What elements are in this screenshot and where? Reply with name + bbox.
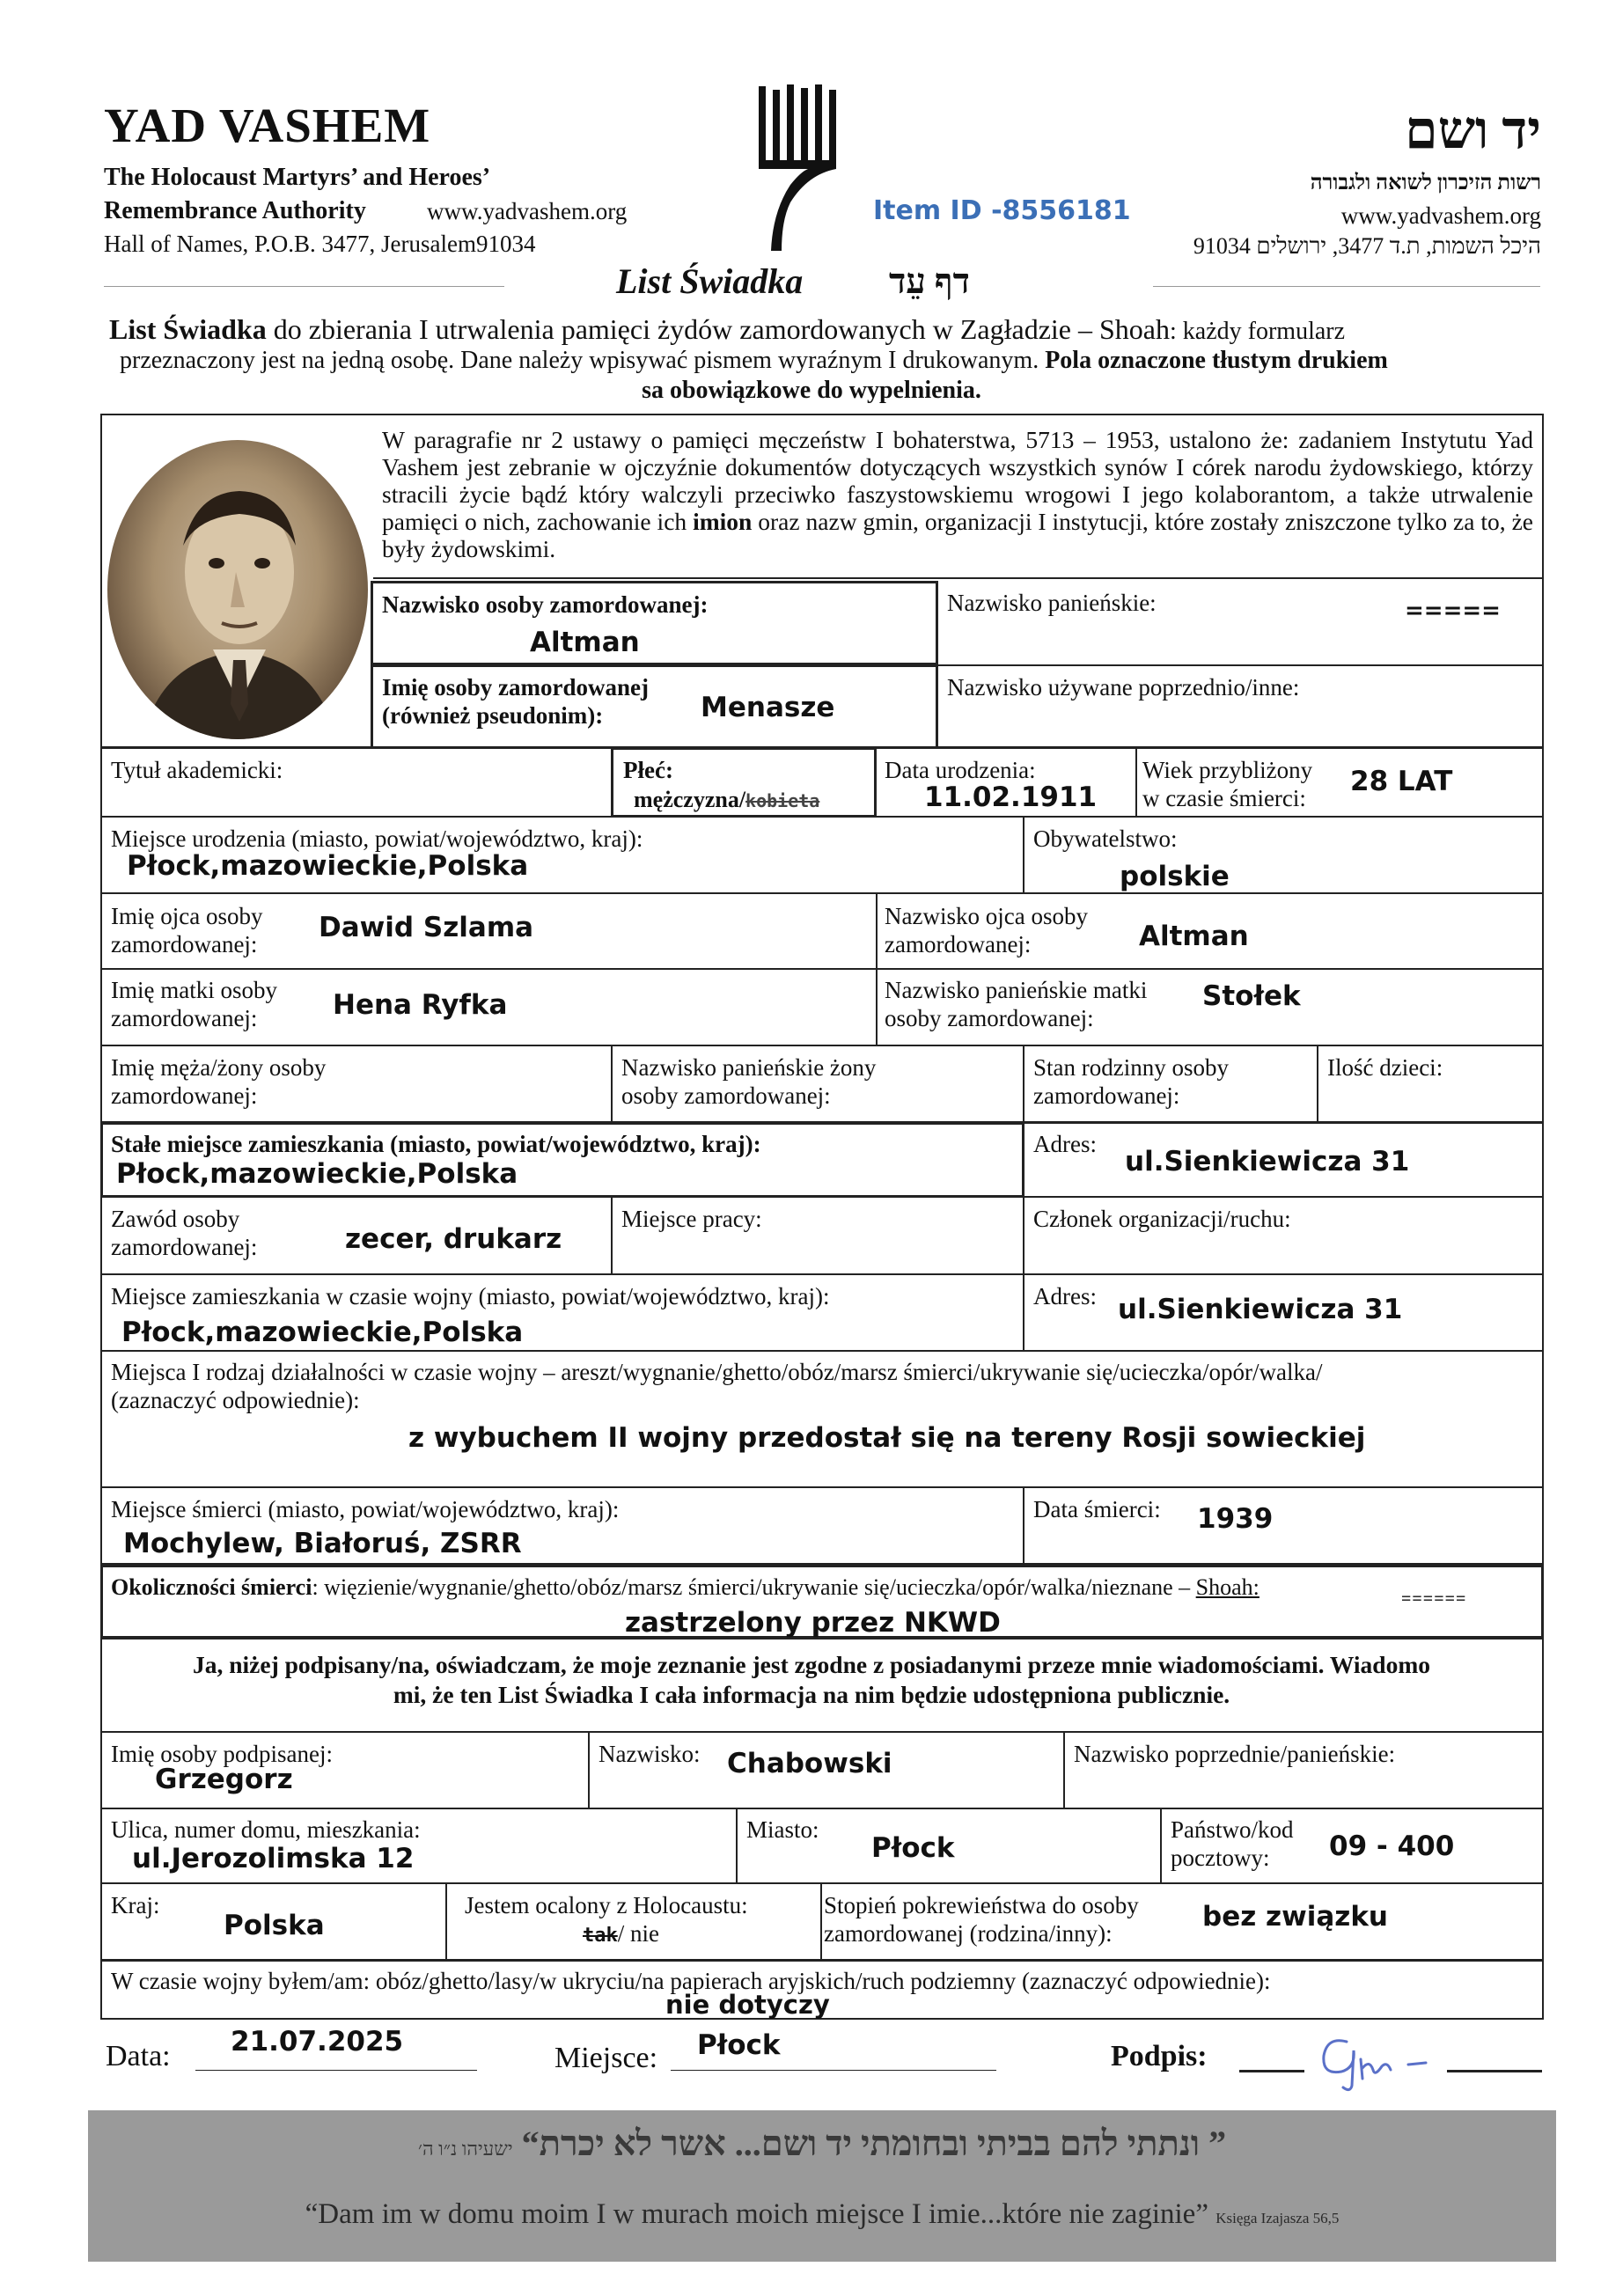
law-text	[382, 426, 1533, 562]
survivor-no: / nie	[617, 1920, 659, 1947]
death-date-label: Data śmierci:	[1033, 1496, 1161, 1522]
dob-divider	[1135, 747, 1137, 818]
war-activity-value[interactable]: z wybuchem II wojny przedostał się na tereny Rosji sowieckiej	[408, 1422, 1366, 1454]
hebrew-org-title: יד ושם	[1405, 101, 1541, 159]
footer-hebrew	[88, 2123, 1556, 2164]
father-surname-label-2: zamordowanej:	[885, 931, 1032, 957]
marital-status-label-1: Stan rodzinny osoby	[1033, 1054, 1229, 1081]
member-label: Członek organizacji/ruchu:	[1033, 1206, 1291, 1232]
date-label: Data:	[106, 2040, 171, 2072]
mother-name-label-2: zamordowanej:	[111, 1005, 258, 1031]
footer-polish-quote: “Dam im w domu moim I w murach moich miejsce I imie...które nie zaginie”	[305, 2198, 1208, 2230]
hebrew-address: היכל השמות, ת.ד 3477, ירושלים 91034	[1193, 233, 1541, 259]
victim-surname-label: Nazwisko osoby zamordowanej:	[382, 591, 709, 618]
item-id: Item ID -8556181	[873, 195, 1131, 226]
intro-lead-bold: List Świadka	[109, 313, 267, 345]
workplace-label: Miejsce pracy:	[621, 1206, 762, 1232]
mother-name-value[interactable]: Hena Ryfka	[333, 989, 508, 1021]
law-text-bold: imion	[693, 508, 753, 535]
mother-maiden-value[interactable]: Stołek	[1202, 980, 1301, 1012]
spouse-divider-3	[1317, 1045, 1318, 1123]
witness-postal-label-2: pocztowy:	[1171, 1845, 1270, 1871]
footer-polish	[88, 2198, 1556, 2231]
org-website: www.yadvashem.org	[427, 198, 628, 224]
form-title: List Świadka	[616, 261, 804, 301]
relation-label-2: zamordowanej (rodzina/inny):	[824, 1920, 1113, 1947]
footer-hebrew-source: ישעיהו נ״ו ה׳	[417, 2138, 513, 2160]
intro-line-3: sa obowiązkowe do wypelnienia.	[642, 377, 981, 404]
wartime-value[interactable]: nie dotyczy	[665, 1990, 830, 2020]
witness-surname-label: Nazwisko:	[599, 1741, 701, 1767]
witness-divider-5	[445, 1882, 447, 1961]
sex-value[interactable]	[634, 786, 819, 815]
profession-value[interactable]: zecer, drukarz	[345, 1223, 562, 1255]
intro-line2-bold: Pola oznaczone tłustym drukiem	[1045, 347, 1388, 374]
circumstances-label-rest: : więzienie/wygnanie/ghetto/obóz/marsz śmierci/ukrywanie się/ucieczka/opór/walka/nieznane –	[312, 1574, 1196, 1600]
row-mother	[100, 968, 1544, 1046]
mother-maiden-label-2: osoby zamordowanej:	[885, 1005, 1094, 1031]
father-name-label-1: Imię ojca osoby	[111, 903, 263, 929]
place-underline	[671, 2070, 996, 2071]
row-line-755	[938, 664, 1544, 666]
date-value[interactable]: 21.07.2025	[231, 2026, 404, 2058]
victim-firstname-value[interactable]: Menasze	[701, 692, 835, 723]
wartime-label: W czasie wojny byłem/am: obóz/ghetto/lasy/w ukryciu/na papierach aryjskich/ruch podziemny (zaznaczyć odpowiednie):	[111, 1968, 1271, 1994]
form-title-hebrew: דף עֵד	[889, 261, 970, 301]
father-surname-value[interactable]: Altman	[1139, 921, 1249, 952]
law-text-part1: W paragrafie nr 2 ustawy o pamięci męczeństw I bohaterstwa, 5713 – 1953, ustalono że: zadaniem Instytutu Yad Vashem jest zebranie w ojczyźnie dokumentów dotyczących wszystkich synów I córek narodu żydowskiego, którzy stracili życie bądź który walczyli przeciwko faszystowskiemu wrogowi I jego kolaborantom, a także utrwalenie pamięci o nich, zachowanie ich	[382, 426, 1533, 535]
survivor-struck: tak	[583, 1925, 618, 1947]
residence-address-value[interactable]: ul.Sienkiewicza 31	[1125, 1146, 1410, 1177]
hebrew-website: www.yadvashem.org	[1340, 202, 1541, 229]
intro-lead-tail: : każdy formularz	[1170, 318, 1346, 345]
intro-line-1	[109, 313, 1544, 346]
war-address-label: Adres:	[1033, 1283, 1097, 1309]
spouse-divider-2	[1023, 1045, 1024, 1123]
witness-country-value[interactable]: Polska	[224, 1910, 325, 1941]
handwritten-signature	[1311, 2024, 1443, 2094]
witness-firstname-value[interactable]: Grzegorz	[155, 1764, 293, 1795]
signature-underline-1	[1239, 2070, 1304, 2072]
victim-maiden-value[interactable]: =====	[1405, 598, 1501, 624]
residence-label: Stałe miejsce zamieszkania (miasto, powiat/województwo, kraj):	[111, 1131, 761, 1157]
war-residence-divider	[1023, 1273, 1024, 1352]
survivor-value[interactable]	[583, 1920, 659, 1949]
victim-maiden-label: Nazwisko panieńskie:	[947, 590, 1157, 616]
circumstances-label	[111, 1573, 1259, 1601]
spouse-divider-1	[611, 1045, 613, 1123]
mother-name-label-1: Imię matki osoby	[111, 977, 277, 1003]
header-divider-left	[104, 286, 504, 287]
law-text-bottom-line	[373, 577, 1544, 579]
witness-prev-label: Nazwisko poprzednie/panieńskie:	[1074, 1741, 1396, 1767]
death-divider	[1023, 1486, 1024, 1565]
witness-divider-1	[588, 1731, 590, 1809]
academic-title-label: Tytuł akademicki:	[111, 757, 283, 783]
witness-divider-4	[1160, 1808, 1162, 1884]
org-title: YAD VASHEM	[104, 99, 431, 152]
witness-divider-6	[820, 1882, 822, 1961]
children-label: Ilość dzieci:	[1327, 1054, 1443, 1081]
father-surname-label-1: Nazwisko ojca osoby	[885, 903, 1088, 929]
father-divider	[876, 892, 878, 970]
spouse-maiden-label-2: osoby zamordowanej:	[621, 1082, 831, 1109]
intro-line-2	[120, 347, 1388, 375]
witness-divider-2	[1063, 1731, 1065, 1809]
date-underline	[195, 2070, 477, 2071]
hebrew-org-subtitle: רשות הזיכרון לשואה ולגבורה	[1310, 172, 1541, 194]
sex-label: Płeć:	[623, 757, 673, 783]
war-residence-value[interactable]: Płock,mazowieckie,Polska	[121, 1317, 524, 1348]
birthplace-value[interactable]: Płock,mazowieckie,Polska	[127, 850, 529, 882]
war-activity-label-2: (zaznaczyć odpowiednie):	[111, 1387, 360, 1413]
war-residence-label: Miejsce zamieszkania w czasie wojny (miasto, powiat/województwo, kraj):	[111, 1283, 830, 1309]
birthplace-label: Miejsce urodzenia (miasto, powiat/województwo, kraj):	[111, 825, 643, 852]
dob-label: Data urodzenia:	[885, 757, 1036, 783]
profession-label-2: zamordowanej:	[111, 1234, 258, 1260]
row-father	[100, 892, 1544, 970]
intro-line2-normal: przeznaczony jest na jedną osobę. Dane należy wpisywać pismem wyraźnym I drukowanym.	[120, 347, 1046, 374]
mother-maiden-label-1: Nazwisko panieńskie matki	[885, 977, 1148, 1003]
victim-portrait-photo	[107, 440, 368, 739]
spouse-maiden-label-1: Nazwisko panieńskie żony	[621, 1054, 877, 1081]
witness-firstname-label: Imię osoby podpisanej:	[111, 1741, 333, 1767]
place-label: Miejsce:	[554, 2042, 658, 2074]
survivor-label: Jestem ocalony z Holocaustu:	[465, 1892, 748, 1918]
witness-postal-value[interactable]: 09 - 400	[1329, 1830, 1455, 1862]
header-divider-right	[1153, 286, 1540, 287]
age-label-1: Wiek przybliżony	[1142, 757, 1313, 783]
age-label-2: w czasie śmierci:	[1142, 785, 1306, 811]
war-address-value[interactable]: ul.Sienkiewicza 31	[1118, 1294, 1403, 1325]
footer-hebrew-quote: ” ונתתי להם בביתי ובחומתי יד ושם... אשר לא יכרת“	[521, 2124, 1227, 2163]
law-text-part2: oraz nazw gmin, organizacji I instytucji, które zostały zniszczone tylko za to, że były żydowskimi.	[382, 508, 1533, 562]
witness-postal-label-1: Państwo/kod	[1171, 1816, 1294, 1843]
intro-lead-rest: do zbierania I utrwalenia pamięci żydów zamordowanych w Zagładzie – Shoah	[266, 313, 1170, 345]
residence-value[interactable]: Płock,mazowieckie,Polska	[116, 1158, 518, 1190]
profession-divider-1	[611, 1196, 613, 1275]
circumstances-label-bold: Okoliczności śmierci	[111, 1574, 312, 1600]
victim-firstname-label-2: (również pseudonim):	[382, 702, 604, 729]
age-value[interactable]: 28 LAT	[1350, 766, 1453, 797]
relation-value[interactable]: bez związku	[1202, 1901, 1389, 1933]
profession-label-1: Zawód osoby	[111, 1206, 240, 1232]
death-place-value[interactable]: Mochylew, Białoruś, ZSRR	[123, 1528, 522, 1559]
victim-surname-value[interactable]: Altman	[530, 627, 640, 658]
profession-divider-2	[1023, 1196, 1024, 1275]
org-subtitle-1: The Holocaust Martyrs’ and Heroes’	[104, 164, 491, 191]
spouse-name-label-2: zamordowanej:	[111, 1082, 258, 1109]
circumstances-value[interactable]: zastrzelony przez NKWD	[625, 1607, 1001, 1639]
declaration-line-1: Ja, niżej podpisany/na, oświadczam, że moje zeznanie jest zgodne z posiadanymi przeze mnie wiadomościami. Wiadomo	[193, 1651, 1430, 1678]
witness-divider-3	[736, 1808, 738, 1884]
org-subtitle-2: Remembrance Authority	[104, 197, 366, 224]
row-profession	[100, 1196, 1544, 1275]
sex-value-struck: kobieta	[745, 790, 820, 811]
citizenship-divider	[1023, 816, 1024, 894]
witness-city-value[interactable]: Płock	[871, 1832, 955, 1864]
circumstances-marks: ======	[1401, 1589, 1467, 1609]
witness-country-label: Kraj:	[111, 1892, 160, 1918]
yad-vashem-logo	[755, 79, 852, 255]
witness-surname-value[interactable]: Chabowski	[727, 1748, 892, 1779]
citizenship-value[interactable]: polskie	[1120, 861, 1230, 892]
relation-label-1: Stopień pokrewieństwa do osoby	[824, 1892, 1139, 1918]
dob-value[interactable]: 11.02.1911	[924, 781, 1098, 813]
residence-address-label: Adres:	[1033, 1131, 1097, 1157]
org-address: Hall of Names, P.O.B. 3477, Jerusalem91034	[104, 231, 536, 257]
war-activity-label-1: Miejsca I rodzaj działalności w czasie wojny – areszt/wygnanie/ghetto/obóz/marsz śmierci/ukrywanie się/ucieczka/opór/walka/	[111, 1359, 1323, 1385]
signature-underline-2	[1447, 2070, 1542, 2072]
death-date-value[interactable]: 1939	[1197, 1503, 1274, 1535]
sex-value-male: mężczyzna/	[634, 787, 746, 812]
place-value[interactable]: Płock	[697, 2029, 781, 2061]
victim-firstname-label-1: Imię osoby zamordowanej	[382, 674, 649, 701]
witness-street-value[interactable]: ul.Jerozolimska 12	[132, 1843, 415, 1874]
marital-status-label-2: zamordowanej:	[1033, 1082, 1180, 1109]
father-name-label-2: zamordowanej:	[111, 931, 258, 957]
death-place-label: Miejsce śmierci (miasto, powiat/województwo, kraj):	[111, 1496, 620, 1522]
mother-divider	[876, 968, 878, 1046]
circumstances-shoah: Shoah:	[1195, 1574, 1259, 1600]
victim-prev-name-label: Nazwisko używane poprzednio/inne:	[947, 674, 1300, 701]
witness-street-label: Ulica, numer domu, mieszkania:	[111, 1816, 421, 1843]
footer-polish-source: Księga Izajasza 56,5	[1215, 2210, 1340, 2226]
signature-label: Podpis:	[1111, 2040, 1208, 2072]
declaration-line-2: mi, że ten List Świadka I cała informacja na nim będzie udostępniona publicznie.	[393, 1681, 1230, 1708]
witness-city-label: Miasto:	[746, 1816, 819, 1843]
spouse-name-label-1: Imię męża/żony osoby	[111, 1054, 327, 1081]
citizenship-label: Obywatelstwo:	[1033, 825, 1178, 852]
father-name-value[interactable]: Dawid Szlama	[319, 912, 534, 943]
